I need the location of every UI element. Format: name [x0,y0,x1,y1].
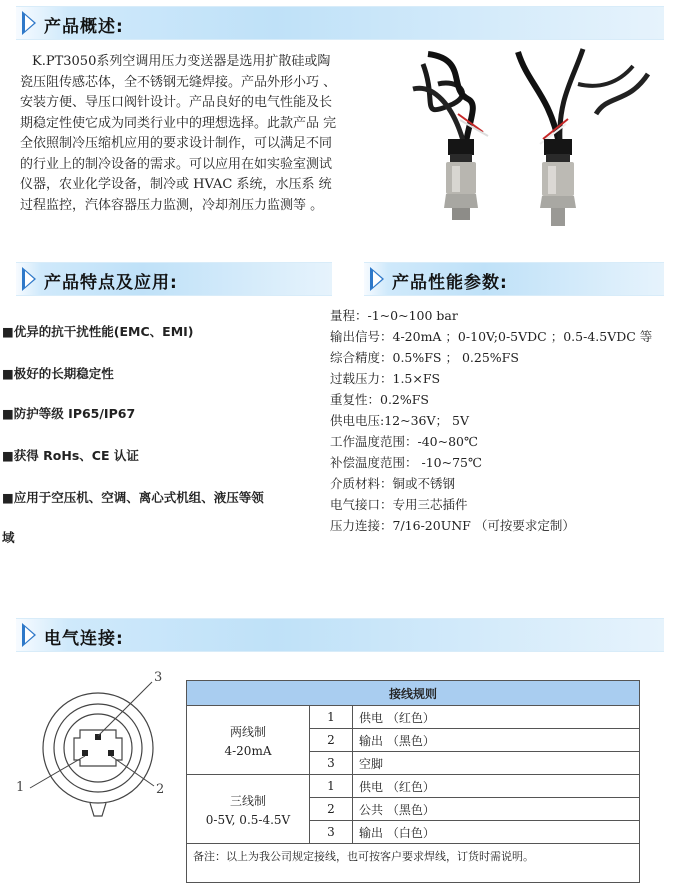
wiring-note: 备注：以上为我公司规定接线，也可按客户要求焊线，订货时需说明。 [187,844,640,883]
spec-item: 电气接口：专用三芯插件 [330,497,468,512]
feature-item: ■获得 RoHs、CE 认证 [2,448,139,463]
pin-number: 2 [310,729,353,752]
spec-item: 输出信号：4-20mA ；0-10V;0-5VDC ；0.5-4.5VDC 等 [330,329,653,344]
two-wire-cell [187,706,310,775]
pin-description: 空脚 [353,752,640,775]
electrical-title: 电气连接: [44,629,124,649]
feature-item: 域 [2,530,15,545]
features-banner [16,262,332,296]
spec-item: 过载压力：1.5×FS [330,371,441,386]
electrical-banner [16,618,664,652]
feature-item: ■优异的抗干扰性能(EMC、EMI) [2,324,194,339]
three-wire-name: 三线制 [229,793,266,808]
spec-item: 供电电压:12~36V； 5V [330,413,469,428]
feature-item: ■应用于空压机、空调、离心式机组、液压等领 [2,490,264,505]
feature-item: ■防护等级 IP65/IP67 [2,406,136,421]
three-wire-signal: 0-5V, 0.5-4.5V [205,812,291,827]
specs-banner [364,262,664,296]
overview-line: 仪器，农业化学设备，制冷或 HVAC 系统，水压系 统 [20,177,332,192]
overview-line: K.PT3050系列空调用压力变送器是选用扩散硅或陶 [32,54,331,69]
specs-title: 产品性能参数: [392,273,508,293]
overview-line: 安装方便、导压口阀针设计。产品良好的电气性能及长 [20,95,333,110]
features-title: 产品特点及应用: [44,273,178,293]
overview-line: 期稳定性使它成为同类行业中的理想选择。此款产品 完 [20,115,337,131]
spec-item: 综合精度：0.5%FS ； 0.25%FS [330,350,519,365]
pin-description: 供电 （红色） [353,775,640,798]
spec-item: 压力连接：7/16-20UNF （可按要求定制） [330,518,575,533]
feature-item: ■极好的长期稳定性 [2,366,114,381]
pin-number: 3 [310,821,353,844]
two-wire-signal: 4-20mA [224,743,272,758]
overview-line: 全依照制冷压缩机应用的要求设计制作，可以满足不同 [20,136,333,151]
overview-banner [16,6,664,40]
pin-number: 3 [310,752,353,775]
overview-line: 瓷压阻传感芯体，全不锈钢无缝焊接。产品外形小巧 、 [20,74,337,90]
spec-item: 重复性：0.2%FS [330,392,429,407]
pin-number: 2 [310,798,353,821]
wiring-table-header: 接线规则 [187,681,640,706]
spec-item: 补偿温度范围： -10~75℃ [330,455,482,470]
overview-paragraph [20,52,336,216]
connector-diagram [10,668,180,818]
three-wire-cell [187,775,310,844]
two-wire-name: 两线制 [229,724,266,739]
overview-title: 产品概述: [44,17,124,37]
spec-item: 工作温度范围：-40~80℃ [330,434,478,449]
pin-number: 1 [310,706,353,729]
pin-2-label: 2 [156,782,165,797]
wiring-table [186,680,640,883]
overview-line: 过程监控，汽体容器压力监测，冷却剂压力监测等 。 [20,197,324,213]
pin-3-label: 3 [154,670,163,685]
pin-description: 输出 （黑色） [353,729,640,752]
product-photo [408,44,670,228]
overview-line: 的行业上的制冷设备的需求。可以应用在如实验室测试 [20,156,333,172]
pin-1-label: 1 [16,780,25,795]
spec-item: 介质材料：铜或不锈钢 [330,476,456,491]
pin-description: 公共 （黑色） [353,798,640,821]
pin-number: 1 [310,775,353,798]
pin-description: 输出 （白色） [353,821,640,844]
spec-item: 量程：-1~0~100 bar [330,308,458,323]
pin-description: 供电 （红色） [353,706,640,729]
